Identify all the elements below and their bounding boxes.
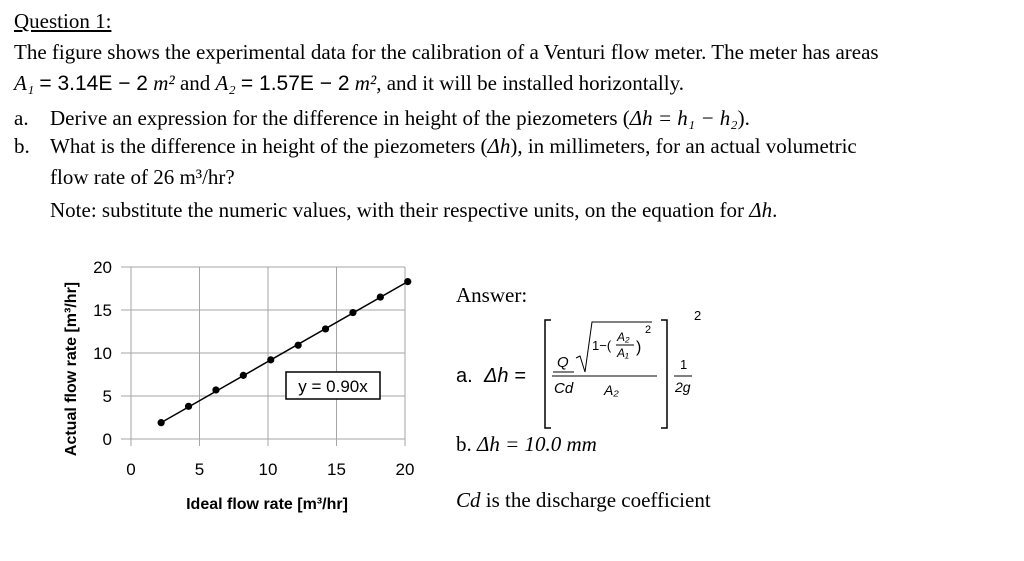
answer-b-label: b. (456, 432, 472, 456)
data-point (240, 372, 247, 379)
a1-denominator: A₁ (617, 346, 629, 360)
cd-definition-text: is the discharge coefficient (485, 488, 711, 512)
item-a-marker: a. (14, 106, 29, 130)
a2-numerator: A₂ (617, 330, 630, 344)
data-point (185, 403, 192, 410)
note-symbol: Δh (749, 198, 773, 222)
item-b-pre: What is the difference in height of the piezometers ( (50, 134, 488, 158)
item-b-line-2: flow rate of 26 m³/hr? (50, 165, 235, 189)
item-b-post: ), in millimeters, for an actual volumetric (510, 134, 857, 158)
a1-value: = 3.14E − 2 (39, 72, 148, 95)
a1-unit: m² (153, 71, 175, 95)
a2-symbol: A₂ (215, 71, 236, 95)
chart-tick-labels (93, 258, 414, 479)
data-point (158, 419, 165, 426)
item-a-text (50, 105, 750, 131)
item-a-close: ). (737, 106, 750, 130)
item-b-line-1 (50, 133, 857, 159)
note (50, 197, 777, 223)
y-tick-label: 10 (93, 344, 112, 363)
one-numerator: 1 (680, 357, 688, 372)
answer-b-expression: Δh = 10.0 mm (477, 432, 597, 456)
x-tick-label: 10 (258, 460, 278, 479)
and-text: and (179, 71, 211, 95)
q-symbol: Q (557, 354, 569, 371)
y-tick-label: 5 (102, 387, 112, 406)
x-tick-label: 0 (126, 460, 136, 479)
note-end: . (772, 198, 778, 222)
item-b-symbol: Δh (487, 134, 511, 158)
data-point (267, 356, 274, 363)
inner-square: 2 (645, 324, 652, 336)
y-tick-label: 0 (102, 430, 112, 449)
data-point (212, 386, 219, 393)
item-b-marker: b. (14, 134, 30, 158)
cd-definition-symbol: Cd (456, 488, 481, 512)
a2-unit: m² (354, 71, 377, 95)
left-bracket (545, 320, 551, 428)
close-paren: ) (636, 339, 642, 356)
calibration-chart (0, 240, 440, 540)
outer-exponent: 2 (694, 308, 702, 323)
trend-label: y = 0.90x (298, 377, 368, 396)
question-heading: Question 1: (14, 9, 112, 33)
answer-equation (450, 300, 730, 430)
y-tick-label: 20 (93, 258, 112, 277)
one-minus: 1−( (592, 338, 612, 353)
cd-definition (456, 487, 711, 513)
data-point (349, 309, 356, 316)
item-a-expression: Δh = h₁ − h₂ (629, 106, 738, 130)
right-bracket (661, 320, 667, 428)
data-point (295, 342, 302, 349)
answer-b (456, 431, 597, 457)
chart-grid (121, 267, 405, 446)
x-tick-label: 15 (327, 460, 346, 479)
answer-label: Answer: (456, 283, 528, 307)
y-axis-label: Actual flow rate [m³/hr] (63, 281, 80, 457)
line-2-tail: , and it will be installed horizontally. (376, 71, 684, 95)
x-tick-label: 20 (395, 460, 415, 479)
a1-symbol: A₁ (14, 71, 35, 95)
item-a-body: Derive an expression for the difference in height of the piezometers ( (50, 106, 630, 130)
trend-line (161, 282, 408, 423)
cd-symbol: Cd (554, 380, 574, 397)
a2-denominator: A₂ (604, 382, 619, 398)
data-point (377, 294, 384, 301)
x-tick-label: 5 (194, 460, 205, 479)
x-axis-label: Ideal flow rate [m³/hr] (186, 496, 348, 513)
question-line-2 (14, 70, 684, 97)
y-tick-label: 15 (93, 301, 112, 320)
data-point (322, 325, 329, 332)
note-text: Note: substitute the numeric values, with their respective units, on the equation for (50, 198, 750, 222)
a2-value: = 1.57E − 2 (240, 72, 350, 95)
answer-a-lhs: Δh = (484, 365, 526, 387)
two-g: 2g (675, 379, 691, 395)
question-line-1: The figure shows the experimental data for the calibration of a Venturi flow meter. The meter has areas (14, 40, 879, 64)
answer-a-label: a. (456, 365, 473, 387)
data-point (404, 278, 411, 285)
